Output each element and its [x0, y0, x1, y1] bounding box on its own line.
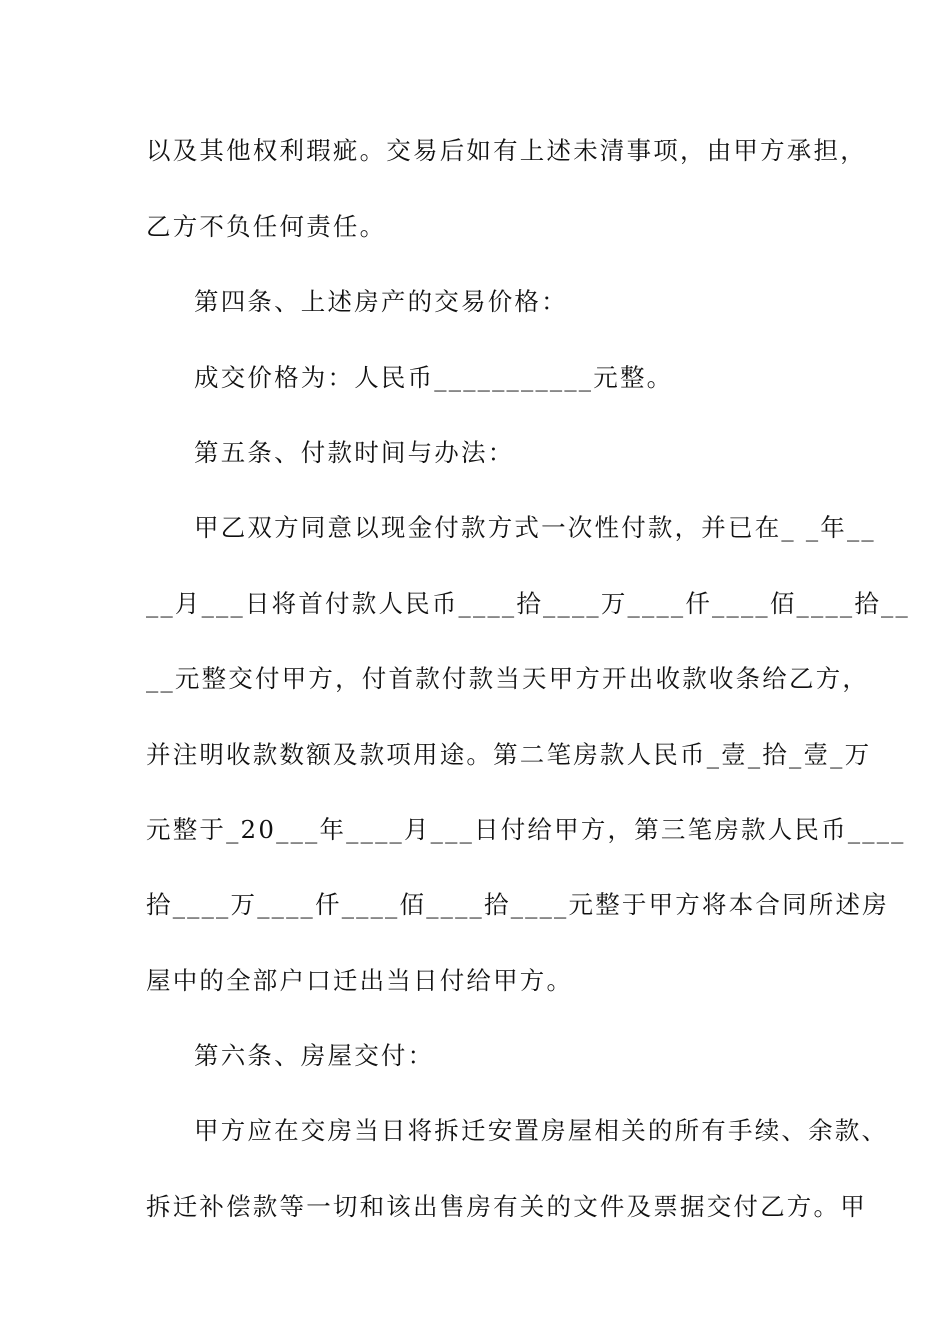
paragraph-line: 甲方应在交房当日将拆迁安置房屋相关的所有手续、余款、 — [194, 1116, 889, 1145]
paragraph-line: 拾____万____仟____佰____拾____元整于甲方将本合同所述房 — [146, 890, 889, 919]
paragraph-line: 乙方不负任何责任。 — [146, 212, 387, 241]
paragraph-line: __元整交付甲方，付首款付款当天甲方开出收款收条给乙方， — [146, 664, 870, 693]
paragraph-line: 屋中的全部户口迁出当日付给甲方。 — [146, 966, 574, 995]
paragraph-line: 拆迁补偿款等一切和该出售房有关的文件及票据交付乙方。甲 — [146, 1192, 867, 1221]
article-heading: 第五条、付款时间与办法： — [194, 438, 515, 467]
paragraph-line: 成交价格为：人民币___________元整。 — [194, 363, 674, 392]
paragraph-line: 并注明收款数额及款项用途。第二笔房款人民币_壹_拾_壹_万 — [146, 740, 872, 769]
article-heading: 第六条、房屋交付： — [194, 1041, 435, 1070]
paragraph-line: __月___日将首付款人民币____拾____万____仟____佰____拾__ — [146, 589, 910, 618]
article-heading: 第四条、上述房产的交易价格： — [194, 287, 568, 316]
paragraph-line: 甲乙双方同意以现金付款方式一次性付款，并已在_ _年__ — [194, 513, 876, 542]
paragraph-line: 元整于_20___年____月___日付给甲方，第三笔房款人民币____ — [146, 815, 906, 844]
paragraph-line: 以及其他权利瑕疵。交易后如有上述未清事项，由甲方承担， — [146, 136, 867, 165]
